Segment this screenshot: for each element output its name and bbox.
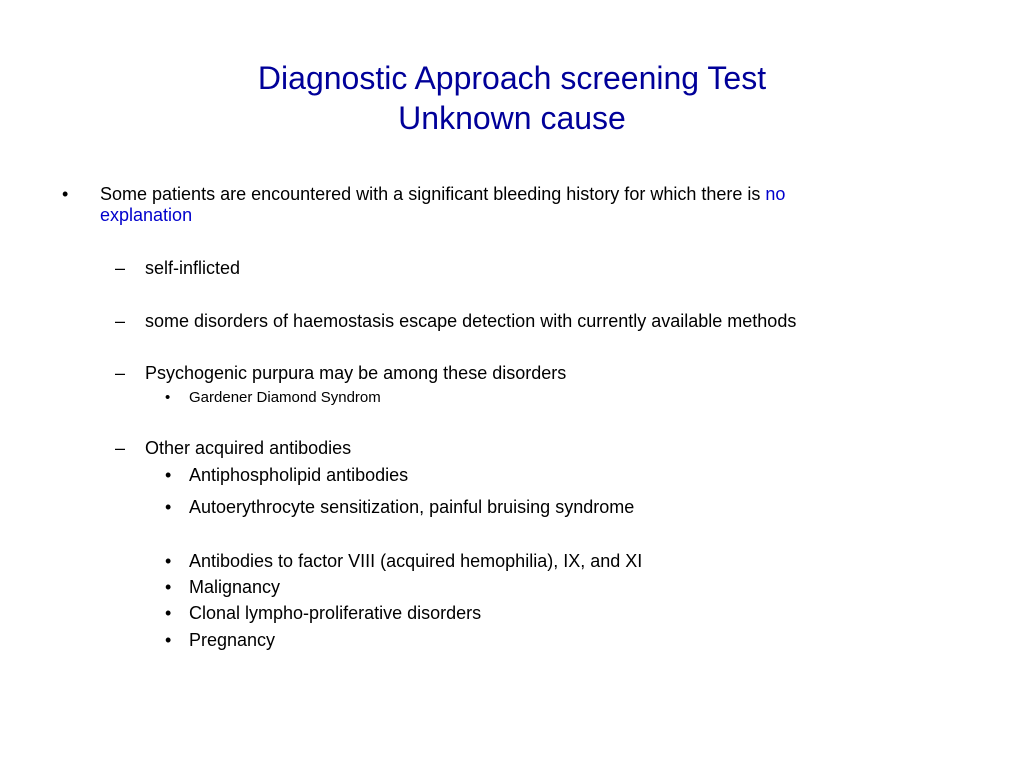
sub-item-escape-detection [115, 311, 796, 332]
slide-title-line-1: Diagnostic Approach screening Test [257, 60, 767, 96]
bullet-marker: • [165, 603, 172, 623]
sub-sub-item-autoerythrocyte [165, 497, 634, 518]
sub-sub-item-text: Malignancy [189, 577, 281, 597]
bullet-marker: • [165, 497, 172, 517]
sub-item-text: Psychogenic purpura may be among these disorders [145, 363, 567, 383]
sub-item-acquired-antibodies [115, 438, 351, 459]
sub-sub-item-text: Autoerythrocyte sensitization, painful bruising syndrome [189, 497, 635, 517]
bullet-marker: • [165, 551, 172, 571]
sub-sub-item-text: Pregnancy [189, 630, 276, 650]
sub-sub-item-factor-antibodies [165, 551, 642, 572]
sub-sub-item-antiphospholipid [165, 465, 408, 486]
sub-sub-item-gardener-diamond [165, 389, 381, 407]
dash-marker: – [115, 438, 126, 458]
bullet-marker: • [165, 465, 172, 485]
main-bullet-highlight: no explanation [100, 184, 786, 225]
bullet-marker: • [165, 577, 172, 597]
sub-sub-item-text: Clonal lympho-proliferative disorders [189, 603, 482, 623]
sub-item-text: Other acquired antibodies [145, 438, 352, 458]
dash-marker: – [115, 311, 126, 331]
sub-sub-item-text: Antiphospholipid antibodies [189, 465, 409, 485]
sub-sub-item-pregnancy [165, 630, 275, 651]
bullet-marker: • [62, 184, 69, 204]
sub-sub-item-clonal-disorders [165, 603, 481, 624]
sub-item-self-inflicted [115, 258, 240, 279]
slide-title-line-2: Unknown cause [398, 100, 626, 136]
main-bullet-text: Some patients are encountered with a significant bleeding history for which there is [100, 184, 766, 204]
sub-item-psychogenic-purpura [115, 363, 566, 384]
main-bullet [62, 184, 882, 226]
bullet-marker: • [165, 630, 172, 650]
sub-sub-item-text: Antibodies to factor VIII (acquired hemophilia), IX, and XI [189, 551, 643, 571]
dash-marker: – [115, 363, 126, 383]
sub-item-text: some disorders of haemostasis escape detection with currently available methods [145, 311, 797, 331]
sub-item-text: self-inflicted [145, 258, 241, 278]
bullet-marker: • [165, 389, 171, 406]
dash-marker: – [115, 258, 126, 278]
sub-sub-item-text: Gardener Diamond Syndrom [189, 389, 381, 406]
sub-sub-item-malignancy [165, 577, 280, 598]
slide-title [0, 58, 1024, 138]
